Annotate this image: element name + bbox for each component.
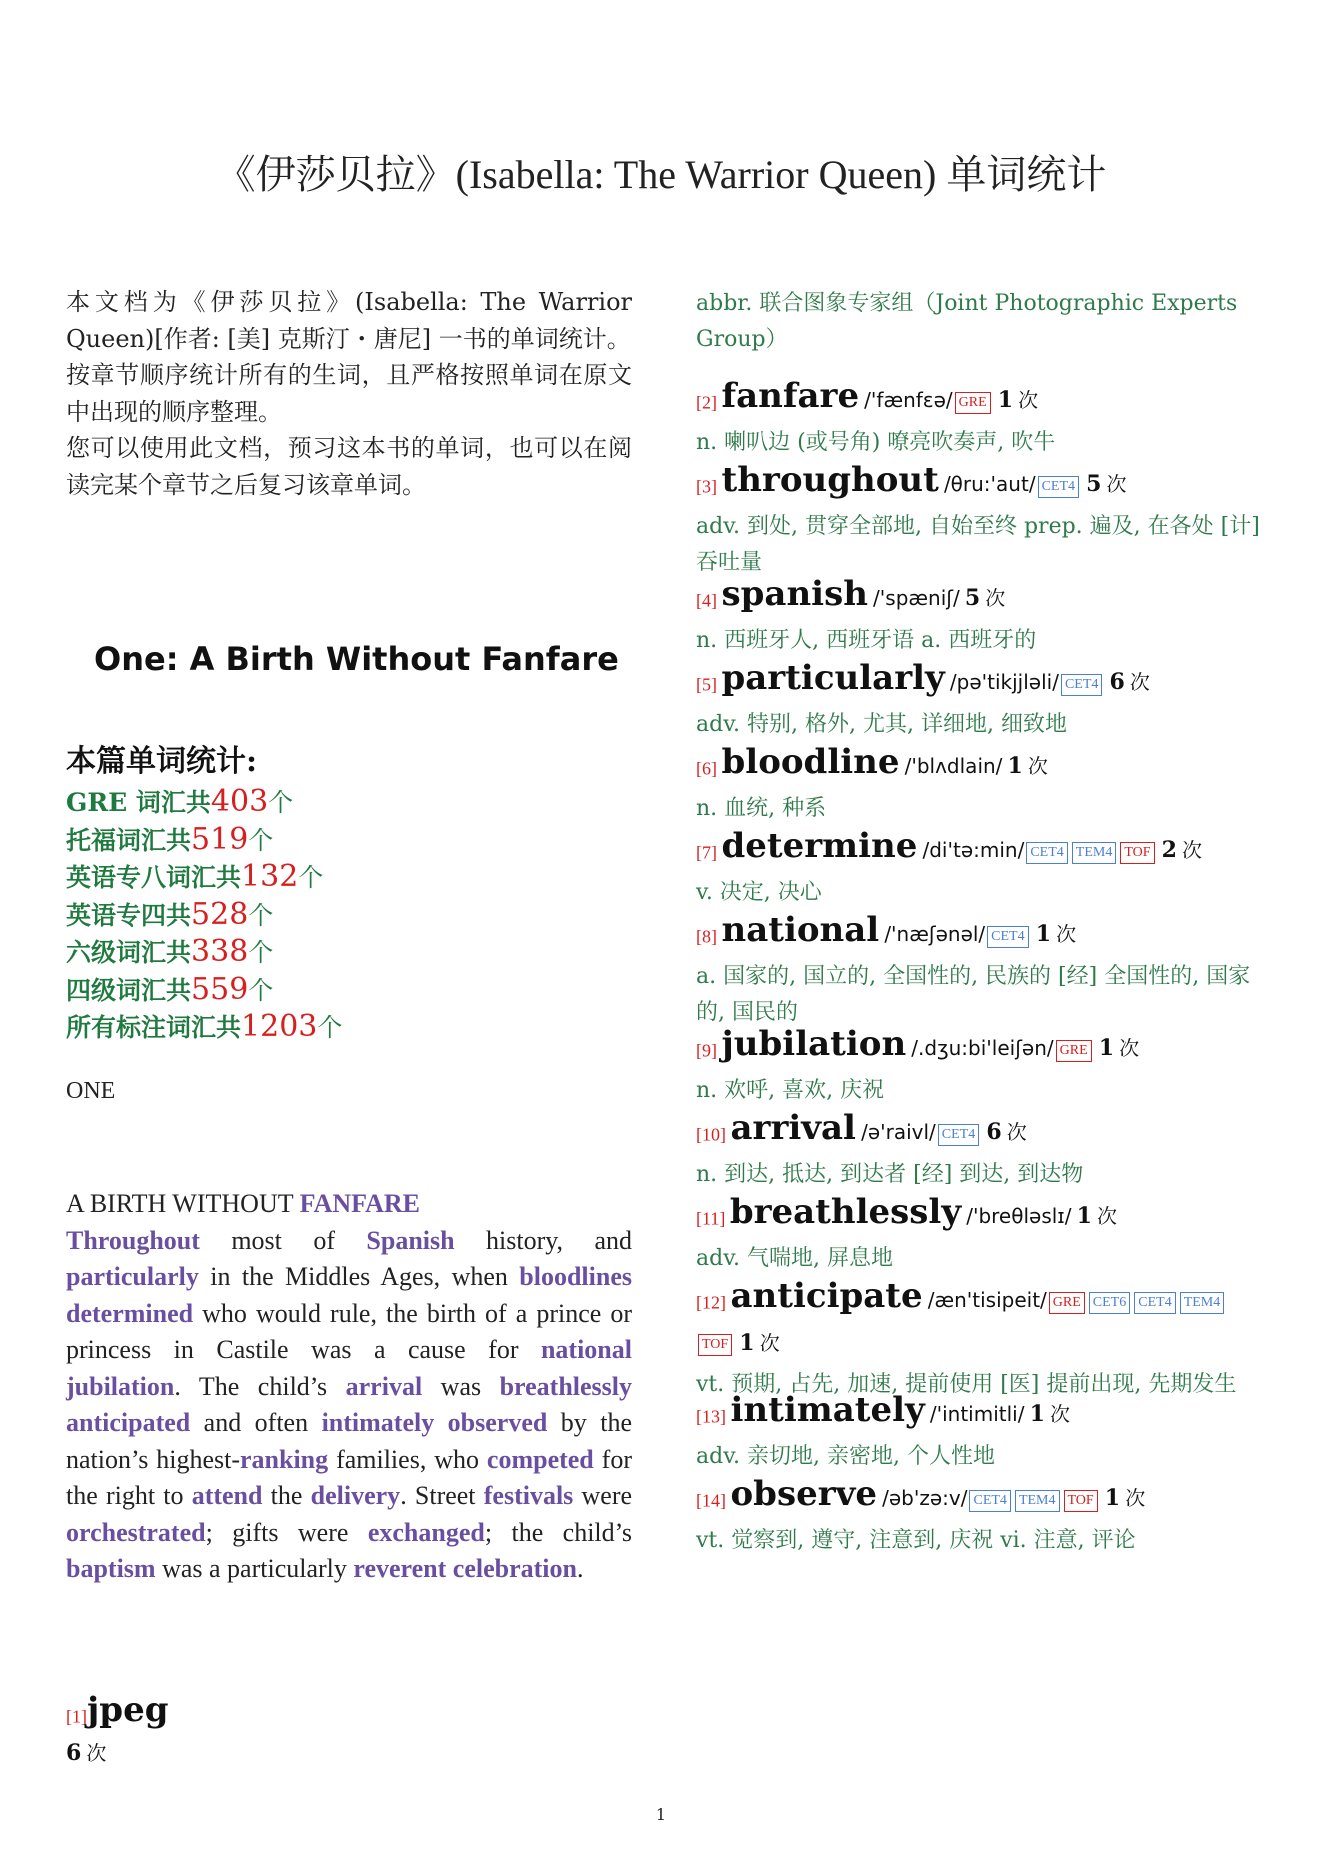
- word-stats: [66, 740, 626, 1047]
- exam-tag: GRE: [1049, 1292, 1085, 1314]
- entry-phonetic: /.dʒu:bi'leiʃən/: [911, 1036, 1054, 1060]
- entry-count: 1: [1029, 1401, 1045, 1427]
- stat-row: [66, 897, 626, 935]
- entry-count-unit: 次: [1106, 472, 1127, 496]
- stat-row: [66, 784, 626, 822]
- entry-phonetic: /θru:'aut/: [943, 472, 1036, 496]
- entry-definition: adv. 到处, 贯穿全部地, 自始至终 prep. 遍及, 在各处 [计] 吞吐量: [696, 513, 1260, 575]
- keyword: determined: [66, 1298, 194, 1328]
- intro-paragraph: 您可以使用此文档，预习这本书的单词，也可以在阅读完某个章节之后复习该章单词。: [66, 434, 632, 499]
- stat-label: 四级词汇共: [66, 975, 192, 1005]
- stat-label: GRE 词汇共: [66, 788, 211, 817]
- entry-head: [696, 910, 1262, 957]
- keyword: attend: [191, 1481, 263, 1510]
- exam-tag: CET4: [1061, 674, 1102, 696]
- entry-count-unit: 次: [985, 586, 1006, 610]
- stat-label: 英语专四共: [66, 900, 192, 930]
- vocab-entry: [696, 910, 1262, 1031]
- exam-tag: CET4: [1026, 842, 1067, 864]
- stats-list: [66, 784, 626, 1047]
- exam-tag: TOF: [1120, 842, 1154, 864]
- stat-label: 所有标注词汇共: [66, 1013, 242, 1042]
- entry-count: 1: [1098, 1035, 1115, 1061]
- entry-count-unit: 次: [1018, 388, 1039, 412]
- stat-row: [66, 859, 626, 897]
- entry-headword: breathlessly: [729, 1192, 962, 1232]
- entry-count: 6: [66, 1739, 82, 1766]
- stat-unit: 个: [268, 788, 294, 817]
- entry-headword: observe: [730, 1474, 878, 1514]
- stat-value: 1203: [241, 1009, 318, 1044]
- entry-definition: n. 欢呼, 喜欢, 庆祝: [696, 1077, 885, 1103]
- entry-definition: vt. 预期, 占先, 加速, 提前使用 [医] 提前出现, 先期发生: [696, 1371, 1237, 1397]
- entry-definition: n. 西班牙人, 西班牙语 a. 西班牙的: [696, 627, 1037, 653]
- vocab-entry-jpeg-definition: [696, 284, 1262, 358]
- entry-count-unit: 次: [1056, 922, 1077, 946]
- exam-tag: CET4: [1134, 1292, 1175, 1314]
- entry-index: [8]: [696, 926, 722, 947]
- entry-count-unit: 次: [1027, 754, 1048, 778]
- entry-count: 1: [1035, 921, 1052, 947]
- entry-head: [696, 460, 1262, 507]
- page-title: 《伊莎贝拉》(Isabella: The Warrior Queen) 单词统计: [215, 152, 1107, 197]
- entry-count-unit: 次: [1049, 1402, 1070, 1426]
- intro-paragraph: 按章节顺序统计所有的生词，且严格按照单词在原文中出现的顺序整理。: [66, 361, 632, 426]
- entry-head: [696, 1276, 1262, 1365]
- vocab-entry: [696, 1390, 1262, 1475]
- stat-unit: 个: [248, 900, 274, 930]
- keyword: Throughout: [66, 1225, 200, 1255]
- entry-count: 1: [997, 387, 1014, 413]
- keyword: anticipated: [66, 1408, 191, 1437]
- keyword: competed: [486, 1444, 594, 1474]
- intro-section: [66, 284, 632, 503]
- keyword: observed: [447, 1408, 548, 1437]
- exam-tag: CET4: [987, 926, 1028, 948]
- stat-value: 338: [191, 934, 249, 969]
- entry-count-unit: 次: [86, 1740, 107, 1765]
- entry-count: 2: [1161, 837, 1177, 863]
- exam-tag: CET4: [969, 1490, 1010, 1512]
- vocab-entry: [696, 460, 1262, 581]
- entry-definition: n. 血统, 种系: [696, 795, 827, 821]
- vocab-entry: [696, 826, 1262, 911]
- chapter-heading: One: A Birth Without Fanfare: [94, 640, 619, 678]
- exam-tag: CET6: [1089, 1292, 1130, 1314]
- stat-value: 403: [210, 784, 269, 819]
- exam-tag: TEM4: [1015, 1490, 1060, 1512]
- entry-index: [10]: [696, 1124, 731, 1145]
- entry-index: [1]: [66, 1706, 87, 1727]
- entry-headword: anticipate: [730, 1276, 923, 1316]
- stat-value: 559: [191, 971, 249, 1007]
- entry-count: 1: [739, 1329, 755, 1356]
- entry-index: [2]: [696, 392, 722, 413]
- entry-count-unit: 次: [1125, 1486, 1146, 1510]
- passage-body: Throughout most of Spanish history, and particularly in the Middles Ages, when bloodlines determined who would rule, the birth of a prince or princess in Castile was a cause for national jubilation. The child’s arrival was breathlessly anticipated and often intimately observed by the nation’s highest-ranking families, who competed for the right to attend the delivery. Street festivals were orchestrated; gifts were exchanged; the child’s baptism was a particularly reverent celebration.: [66, 1225, 633, 1583]
- entry-definition: adv. 气喘地, 屏息地: [696, 1245, 893, 1271]
- entry-headword: spanish: [721, 574, 868, 614]
- entry-headword: throughout: [721, 460, 939, 500]
- exam-tag: TEM4: [1180, 1292, 1225, 1314]
- entry-count-unit: 次: [1129, 670, 1150, 694]
- passage-heading: [66, 1186, 632, 1223]
- entry-count: 6: [1109, 669, 1125, 695]
- entry-phonetic: /æn'tisipeit/: [927, 1288, 1047, 1312]
- entry-head: [696, 1024, 1262, 1071]
- exam-tag: TOF: [698, 1334, 732, 1356]
- exam-tag: GRE: [955, 392, 991, 414]
- vocab-entry: [696, 1108, 1262, 1193]
- stat-row: [66, 1009, 626, 1047]
- entry-phonetic: /ə'raivl/: [861, 1120, 936, 1144]
- entry-phonetic: /'spæniʃ/: [873, 586, 960, 610]
- intro-paragraph: 本文档为《伊莎贝拉》(Isabella: The Warrior Queen)[作者: [美] 克斯汀・唐尼] 一书的单词统计。: [66, 288, 632, 353]
- entry-count: 1: [1007, 753, 1023, 779]
- entry-phonetic: /di'tə:min/: [922, 838, 1025, 862]
- stat-label: 英语专八词汇共: [66, 863, 242, 892]
- entry-head: [696, 574, 1262, 621]
- entry-phonetic: /'breθləslɪ/: [966, 1204, 1072, 1228]
- passage: [66, 1186, 632, 1588]
- vocab-entry: [696, 376, 1262, 461]
- vocab-entry: [696, 1474, 1262, 1559]
- entry-index: [14]: [696, 1490, 731, 1511]
- entry-headword: particularly: [721, 658, 945, 698]
- entry-count-unit: 次: [1182, 838, 1203, 862]
- stat-row: [66, 972, 626, 1010]
- entry-index: [3]: [696, 476, 722, 497]
- entry-index: [11]: [696, 1208, 730, 1229]
- keyword: jubilation: [66, 1371, 175, 1401]
- entry-definition: adv. 特别, 格外, 尤其, 详细地, 细致地: [696, 711, 1067, 737]
- entry-head: [696, 826, 1262, 873]
- entry-headword: intimately: [730, 1390, 925, 1430]
- entry-headword: arrival: [730, 1108, 856, 1148]
- entry-count: 5: [1086, 471, 1102, 497]
- entry-phonetic: /'intimitli/: [929, 1402, 1025, 1426]
- stat-row: [66, 822, 626, 860]
- entry-definition: n. 到达, 抵达, 到达者 [经] 到达, 到达物: [696, 1161, 1084, 1187]
- entry-phonetic: /pə'tikjjləli/: [949, 670, 1059, 694]
- keyword: exchanged: [367, 1517, 485, 1547]
- stats-title: 本篇单词统计:: [66, 744, 258, 779]
- entry-definition: a. 国家的, 国立的, 全国性的, 民族的 [经] 全国性的, 国家的, 国民的: [696, 963, 1251, 1025]
- stat-unit: 个: [298, 863, 324, 892]
- passage-heading-text: A BIRTH WITHOUT: [66, 1189, 300, 1218]
- entry-headword: fanfare: [721, 376, 860, 416]
- keyword: arrival: [345, 1371, 423, 1401]
- entry-definition: adv. 亲切地, 亲密地, 个人性地: [696, 1443, 995, 1469]
- stat-row: [66, 934, 626, 972]
- entry-index: [12]: [696, 1292, 731, 1313]
- exam-tag: GRE: [1056, 1040, 1092, 1062]
- keyword: intimately: [321, 1408, 435, 1437]
- entry-phonetic: /'næʃənəl/: [884, 922, 986, 946]
- stat-value: 519: [191, 821, 249, 857]
- entry-count-unit: 次: [1119, 1036, 1140, 1060]
- entry-head: [696, 1474, 1262, 1521]
- exam-tag: TOF: [1064, 1490, 1098, 1512]
- entry-index: [9]: [696, 1040, 722, 1061]
- vocab-entry-jpeg: [66, 1690, 168, 1766]
- entry-index: [5]: [696, 674, 722, 695]
- page-number: 1: [655, 1805, 667, 1824]
- entry-phonetic: /əb'zə:v/: [882, 1486, 968, 1510]
- entry-count-unit: 次: [1006, 1120, 1027, 1144]
- entry-definition: n. 喇叭边 (或号角) 嘹亮吹奏声, 吹牛: [696, 429, 1056, 455]
- entry-definition: vt. 觉察到, 遵守, 注意到, 庆祝 vi. 注意, 评论: [696, 1527, 1136, 1553]
- keyword: Spanish: [366, 1225, 455, 1255]
- entry-head: [696, 1192, 1262, 1239]
- entry-count: 5: [964, 585, 981, 611]
- keyword: breathlessly: [499, 1371, 633, 1401]
- entry-head: [696, 658, 1262, 705]
- stat-label: 六级词汇共: [66, 938, 192, 967]
- stat-value: 132: [241, 859, 299, 894]
- entry-index: [4]: [696, 590, 722, 611]
- vocab-entry: [696, 1276, 1262, 1403]
- keyword: particularly: [66, 1262, 199, 1291]
- stat-unit: 个: [248, 825, 274, 855]
- entry-definition: v. 决定, 决心: [696, 879, 822, 905]
- keyword: orchestrated: [66, 1517, 206, 1547]
- entry-headword: bloodline: [721, 742, 900, 782]
- exam-tag: TEM4: [1072, 842, 1117, 864]
- entry-head: [696, 1390, 1262, 1437]
- entry-head: [696, 742, 1262, 789]
- vocab-entry: [696, 1192, 1262, 1277]
- exam-tag: CET4: [938, 1124, 979, 1146]
- entry-count: 6: [986, 1119, 1002, 1145]
- entry-headword: jpeg: [87, 1690, 169, 1730]
- vocab-entry: [696, 742, 1262, 827]
- stat-label: 托福词汇共: [66, 825, 192, 855]
- keyword: celebration: [452, 1554, 577, 1583]
- keyword: reverent: [353, 1554, 447, 1583]
- entry-headword: jubilation: [721, 1024, 907, 1064]
- keyword: ranking: [240, 1444, 329, 1474]
- entry-count-unit: 次: [1096, 1204, 1117, 1228]
- stat-unit: 个: [248, 938, 274, 967]
- entry-index: [13]: [696, 1406, 731, 1427]
- entry-index: [6]: [696, 758, 722, 779]
- keyword: festivals: [483, 1481, 574, 1510]
- keyword: bloodlines: [519, 1262, 632, 1291]
- entry-count-unit: 次: [759, 1330, 780, 1355]
- entry-definition: abbr. 联合图象专家组（Joint Photographic Experts Group）: [696, 291, 1238, 352]
- stat-unit: 个: [248, 975, 274, 1005]
- entry-phonetic: /'fænfɛə/: [864, 388, 953, 412]
- entry-headword: national: [721, 910, 880, 950]
- stat-unit: 个: [317, 1013, 343, 1042]
- section-label: ONE: [66, 1078, 116, 1104]
- vocab-entry: [696, 574, 1262, 659]
- vocab-entry: [696, 658, 1262, 743]
- stat-value: 528: [191, 896, 249, 932]
- keyword: national: [540, 1335, 632, 1364]
- keyword: baptism: [66, 1554, 156, 1583]
- entry-phonetic: /'blʌdlain/: [904, 754, 1003, 778]
- vocab-entry: [696, 1024, 1262, 1109]
- entry-count: 1: [1076, 1203, 1092, 1229]
- entry-index: [7]: [696, 842, 722, 863]
- keyword: delivery: [310, 1481, 401, 1510]
- entry-count: 1: [1104, 1485, 1121, 1511]
- entry-head: [696, 376, 1262, 423]
- exam-tag: CET4: [1038, 476, 1079, 498]
- entry-head: [696, 1108, 1262, 1155]
- entry-headword: determine: [721, 826, 918, 866]
- passage-heading-keyword: FANFARE: [299, 1189, 420, 1218]
